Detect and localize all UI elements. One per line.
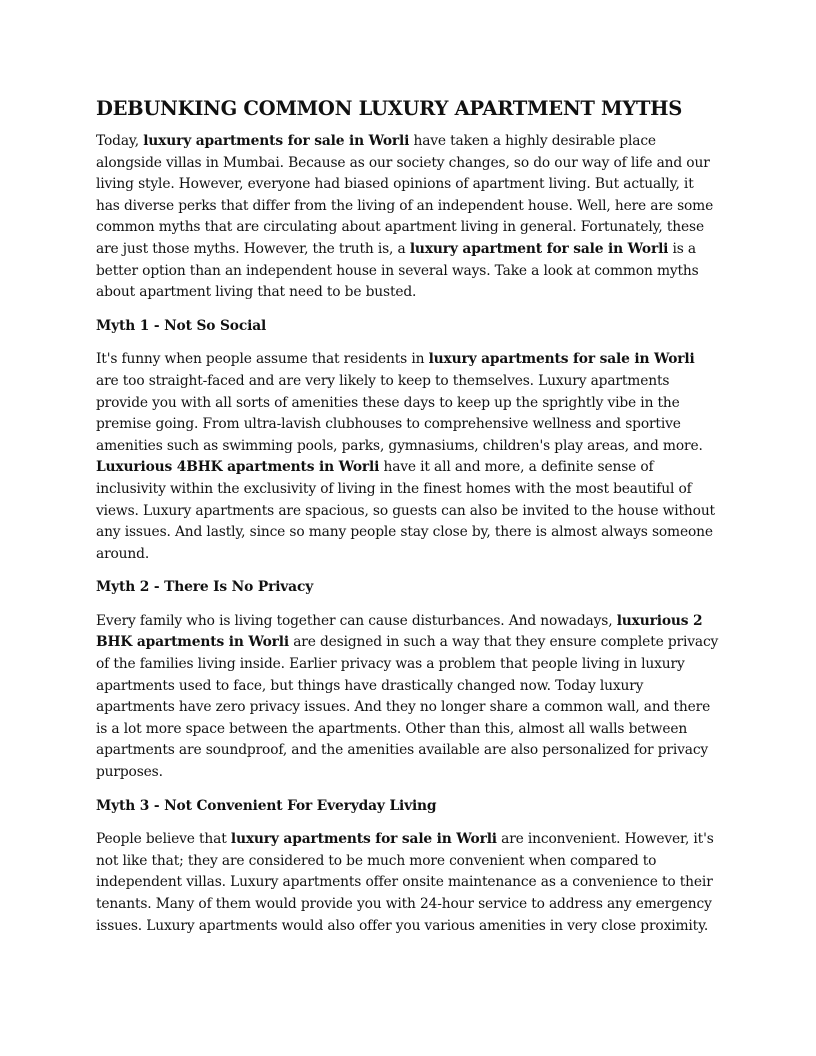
myth-1-text-3: have it all and more, a definite sense of inclusivity within the exclusivity of living in the finest homes with the most beautiful of views. Luxury apartments are spacious, so guests can also be invited to the house without any issues. And lastly, since so many people stay close by, there is almost always someone around. <box>96 459 715 562</box>
document-title: DEBUNKING COMMON LUXURY APARTMENT MYTHS <box>96 97 683 120</box>
intro-paragraph <box>96 131 720 304</box>
myth-1-heading: Myth 1 - Not So Social <box>96 317 267 334</box>
myth-1-keyword-1: luxury apartments for sale in Worli <box>428 351 695 368</box>
intro-keyword-2: luxury apartment for sale in Worli <box>409 240 669 257</box>
intro-keyword-1: luxury apartments for sale in Worli <box>143 133 410 149</box>
myth-3-text-2: are inconvenient. However, it's not like that; they are considered to be much more convenient when compared to independent villas. Luxury apartments offer onsite maintenance as a convenience to their tenants. Many of them would provide you with 24-hour service to address any emergency issues. Luxury apartments would also offer you various amenities in very close proximity. <box>96 831 714 934</box>
myth-1-text-2: are too straight-faced and are very likely to keep to themselves. Luxury apartments provide you with all sorts of amenities these days to keep up the sprightly vibe in the premise going. From ultra-lavish clubhouses to comprehensive wellness and sportive amenities such as swimming pools, parks, gymnasiums, children's play areas, and more. <box>96 372 703 454</box>
myth-1-keyword-2: Luxurious 4BHK apartments in Worli <box>96 459 380 476</box>
myth-3-keyword-1: luxury apartments for sale in Worli <box>230 831 497 848</box>
myth-2-text-2: are designed in such a way that they ensure complete privacy of the families living inside. Earlier privacy was a problem that people living in luxury apartments used to face, but things have drastically changed now. Today luxury apartments have zero privacy issues. And they no longer share a common wall, and there is a lot more space between the apartments. Other than this, almost all walls between apartments are soundproof, and the amenities available are also personalized for privacy purposes. <box>96 634 719 781</box>
myth-1-text-1: It's funny when people assume that residents in <box>96 351 429 368</box>
myth-3-text-1: People believe that <box>96 831 231 848</box>
myth-2-paragraph <box>96 611 720 784</box>
myth-1-paragraph <box>96 349 720 565</box>
myth-2-heading: Myth 2 - There Is No Privacy <box>96 579 314 596</box>
myth-3-heading: Myth 3 - Not Convenient For Everyday Living <box>96 797 437 814</box>
intro-text-2: have taken a highly desirable place alongside villas in Mumbai. Because as our society changes, so do our way of life and our living style. However, everyone had biased opinions of apartment living. But actually, it has diverse perks that differ from the living of an independent house. Well, here are some common myths that are circulating about apartment living in general. Fortunately, these are just those myths. However, the truth is, a <box>96 133 714 257</box>
myth-2-keyword-1: luxurious 2 BHK apartments in Worli <box>96 612 703 651</box>
intro-text-1: Today, <box>96 133 144 149</box>
document-body <box>96 96 720 949</box>
myth-2-text-1: Every family who is living together can cause disturbances. And nowadays, <box>96 612 617 629</box>
myth-3-paragraph <box>96 829 720 937</box>
intro-text-3: is a better option than an independent house in several ways. Take a look at common myths about apartment living that need to be busted. <box>96 240 699 301</box>
